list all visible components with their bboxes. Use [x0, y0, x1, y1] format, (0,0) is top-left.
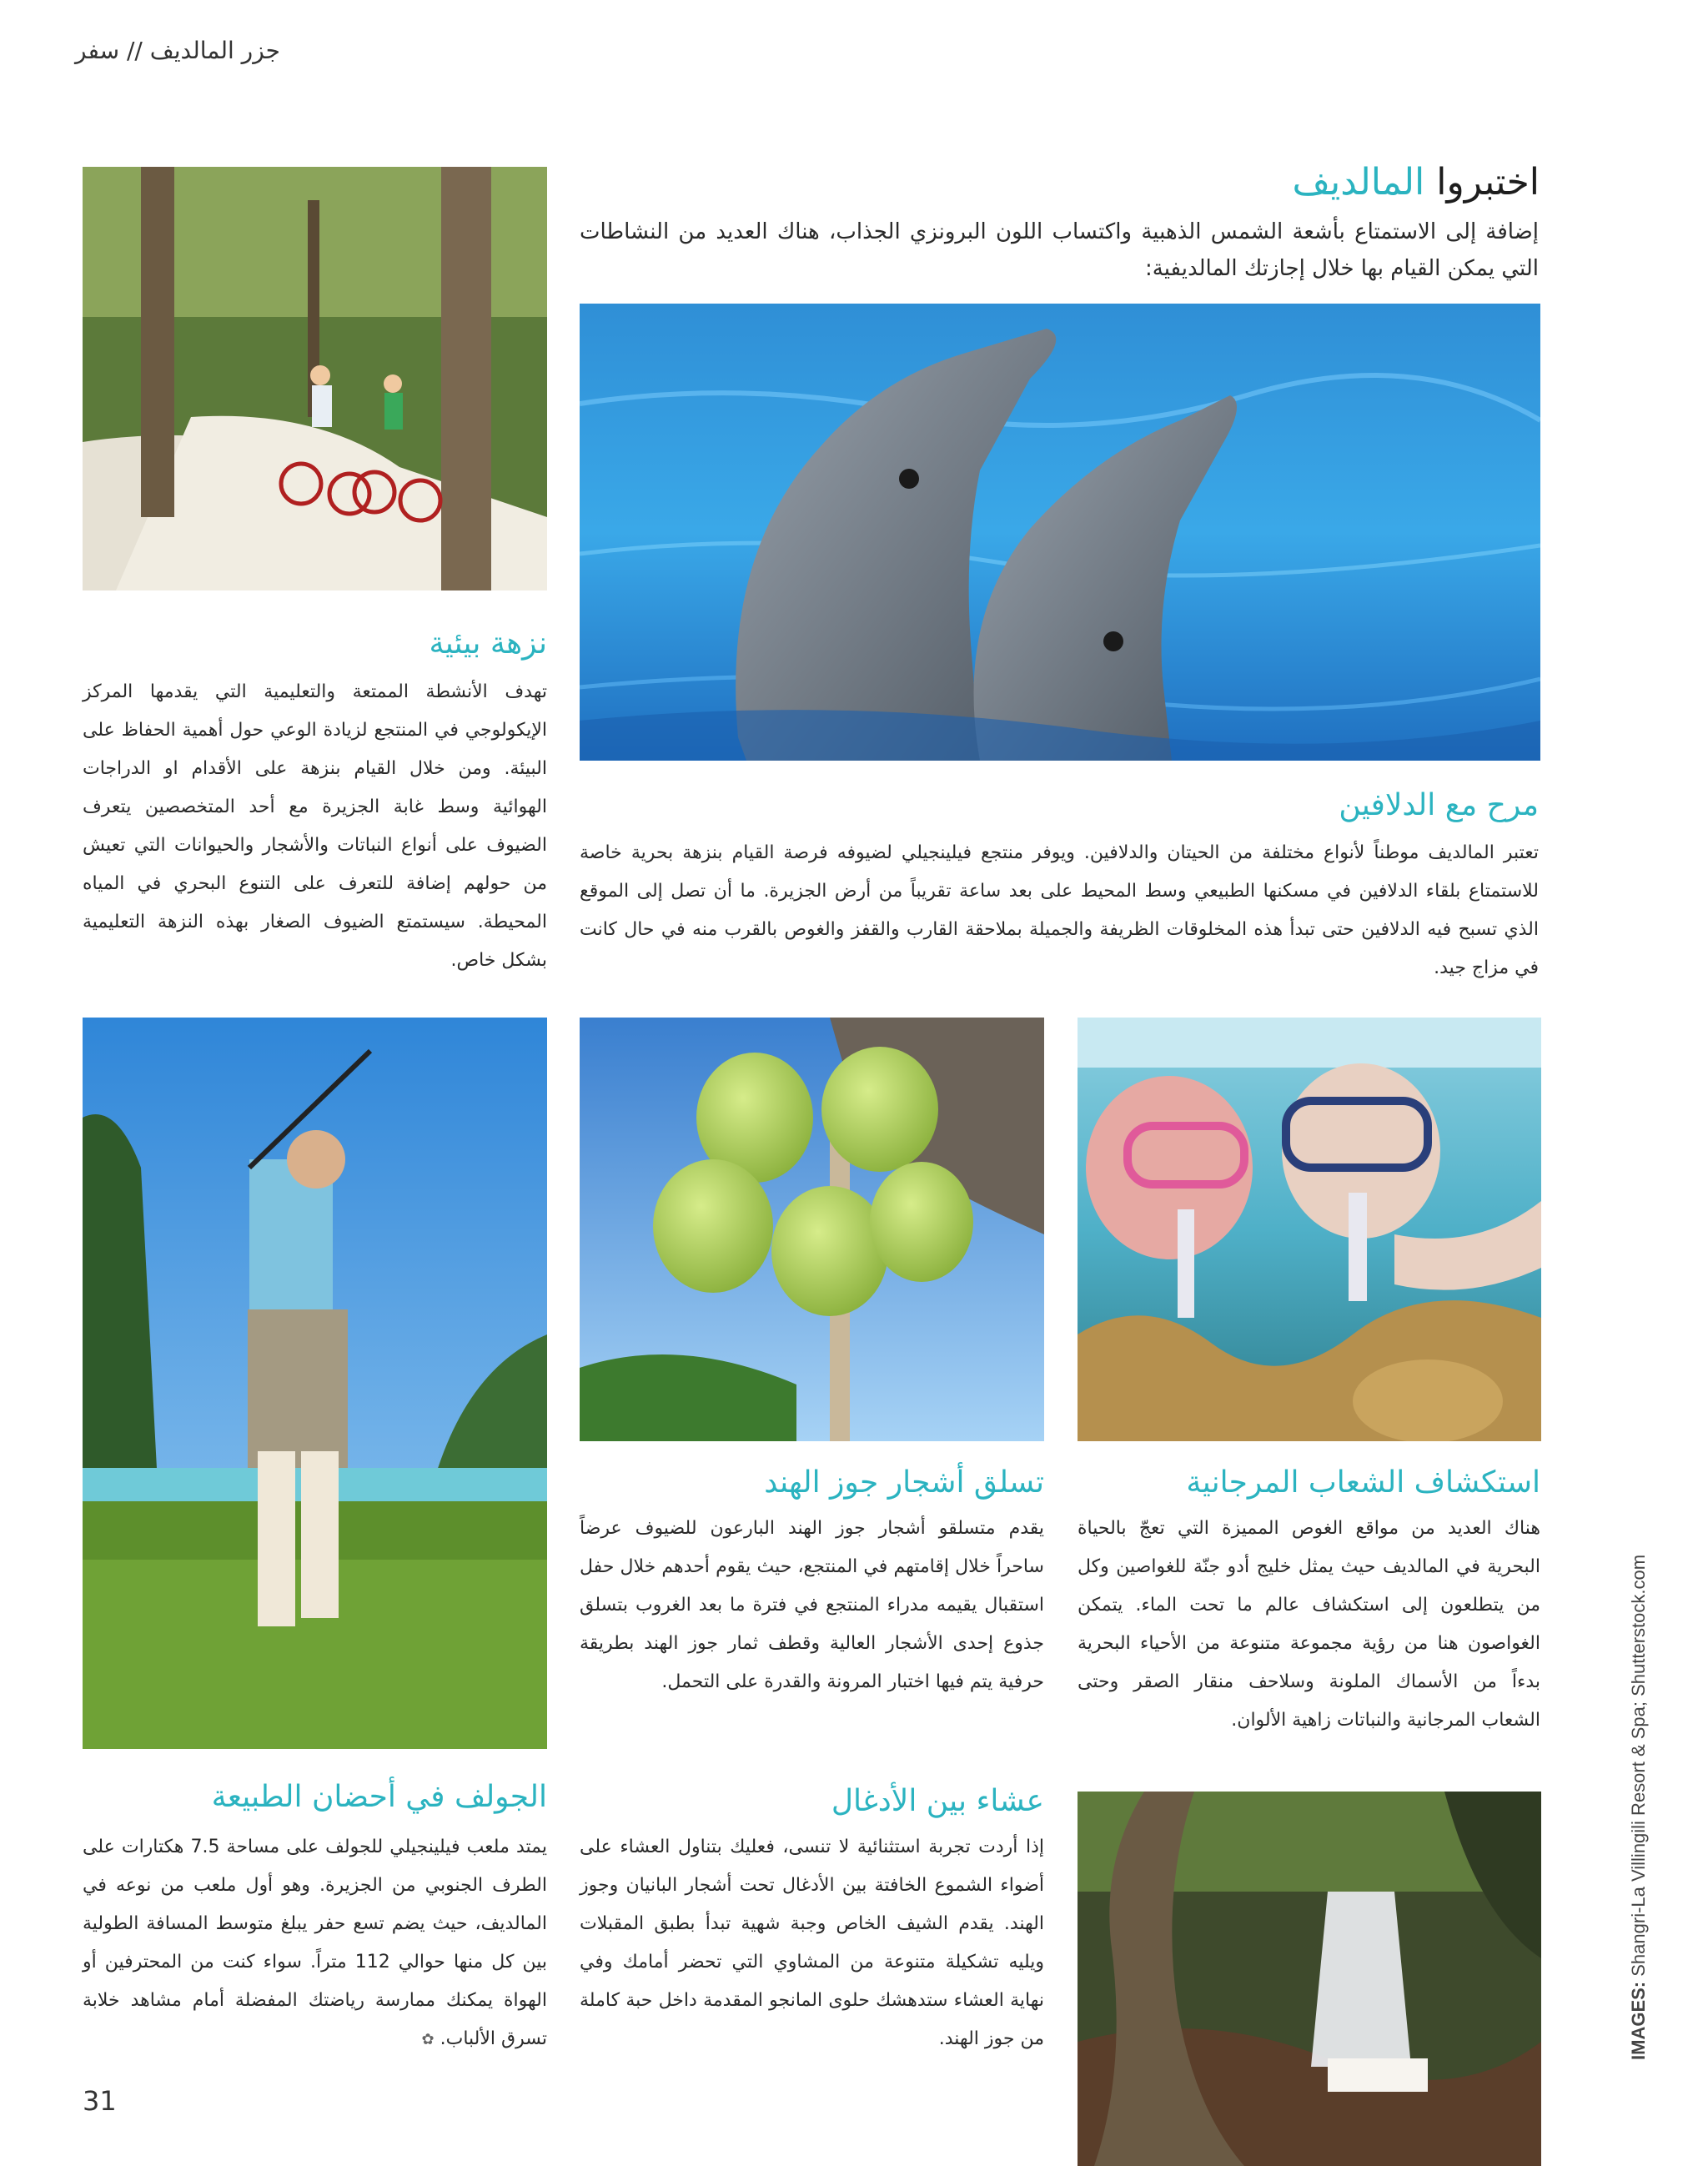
eco-text: تهدف الأنشطة الممتعة والتعليمية التي يقدمها المركز الإيكولوجي في المنتجع لزيادة الوعي حول أهمية الحفاظ على البيئة. ومن خلال القيام بنزهة على الأقدام او الدراجات الهوائية وسط غابة الجزيرة مع أحد المتخصصين يتعرف الضيوف على أنواع النباتات والأشجار والحيوانات التي تعيش من حولهم إضافة للتعرف على التنوع البحري في المياه المحيطة. سيستمتع الضيوف الصغار بهذه النزهة التعليمية بشكل خاص. [83, 681, 547, 971]
dolphin-photo [580, 304, 1540, 761]
jungle-dinner-photo [1078, 1792, 1541, 2166]
golf-text [83, 1828, 547, 2059]
reef-heading: استكشاف الشعاب المرجانية [1186, 1465, 1540, 1500]
dinner-text: إذا أردت تجربة استثنائية لا تنسى، فعليك بتناول العشاء على أضواء الشموع الخافتة بين الأدغال تحت أشجار البانيان وجوز الهند. يقدم الشيف الخاص وجبة شهية تبدأ بطبق المقبلات ويليه تشكيلة متنوعة من المشاوي التي تحضر أمامك وفي نهاية العشاء ستدهشك حلوى المانجو المقدمة داخل حبة كاملة من جوز الهند. [580, 1837, 1044, 2049]
coconut-text: يقدم متسلقو أشجار جوز الهند البارعون للضيوف عرضاً ساحراً خلال إقامتهم في المنتجع، حيث يقوم أحدهم خلال حفل استقبال يقيمه مدراء المنتجع في فترة ما بعد الغروب بتسلق جذوع إحدى الأشجار العالية وقطف ثمار جوز الهند بطريقة حرفية يتم فيها اختبار المرونة والقدرة على التحمل. [580, 1518, 1044, 1692]
eco-heading: نزهة بيئية [429, 626, 547, 661]
title-main: اختبروا [1436, 161, 1540, 204]
golf-heading: الجولف في أحضان الطبيعة [211, 1780, 547, 1814]
reef-text: هناك العديد من مواقع الغوص المميزة التي تعجّ بالحياة البحرية في المالديف حيث يمثل خليج أدو جنّة للغواصين وكل من يتطلعون إلى استكشاف عالم ما تحت الماء. يتمكن الغواصون هنا من رؤية مجموعة متنوعة من الأحياء البحرية بدءاً من الأسماك الملونة وسلاحف منقار الصقر وحتى الشعاب المرجانية والنباتات زاهية الألوان. [1078, 1518, 1540, 1731]
coconut-photo [580, 1018, 1044, 1441]
golf-photo [83, 1018, 547, 1749]
golf-paragraph: يمتد ملعب فيلينجيلي للجولف على مساحة 7.5 هكتارات على الطرف الجنوبي من الجزيرة. وهو أول ملعب من نوعه في المالديف، حيث يضم تسع حفر يبلغ متوسط المسافة الطولية بين كل منها حوالي 112 متراً. سواء كنت من المحترفين أو الهواة يمكنك ممارسة رياضتك المفضلة أمام مشاهد خلابة تسرق الألباب. [83, 1837, 548, 2049]
end-mark-icon: ✿ [421, 2031, 435, 2048]
page-number: 31 [83, 2085, 117, 2117]
section-header: جزر المالديف // سفر [75, 37, 280, 64]
eco-bike-photo [83, 167, 547, 590]
intro-text: إضافة إلى الاستمتاع بأشعة الشمس الذهبية واكتساب اللون البرونزي الجذاب، هناك العديد من النشاطات التي يمكن القيام بها خلال إجازتك المالديفية: [580, 219, 1539, 281]
image-credit [1628, 1555, 1650, 2060]
dinner-heading: عشاء بين الأدغال [831, 1784, 1044, 1818]
dolphins-heading: مرح مع الدلافين [1339, 788, 1539, 822]
dolphins-text: تعتبر المالديف موطناً لأنواع مختلفة من الحيتان والدلافين. ويوفر منتجع فيلينجيلي لضيوفه فرصة القيام بنزهة بحرية خاصة للاستمتاع بلقاء الدلافين في مسكنها الطبيعي وسط المحيط على بعد ساعة تقريباً من أرض الجزيرة. ما أن تصل إلى الموقع الذي تسبح فيه الدلافين حتى تبدأ هذه المخلوقات الظريفة والجميلة بملاحقة القارب والقفز والغوص بالقرب منه في حال كانت في مزاج جيد. [580, 842, 1539, 978]
credit-text: Shangri-La Villingili Resort & Spa; Shutterstock.com [1628, 1554, 1649, 1977]
credit-label: IMAGES: [1628, 1981, 1649, 2060]
coconut-heading: تسلق أشجار جوز الهند [764, 1465, 1044, 1500]
title-accent: المالديف [1292, 161, 1425, 204]
reef-snorkel-photo [1078, 1018, 1541, 1441]
page-title [751, 161, 1540, 205]
